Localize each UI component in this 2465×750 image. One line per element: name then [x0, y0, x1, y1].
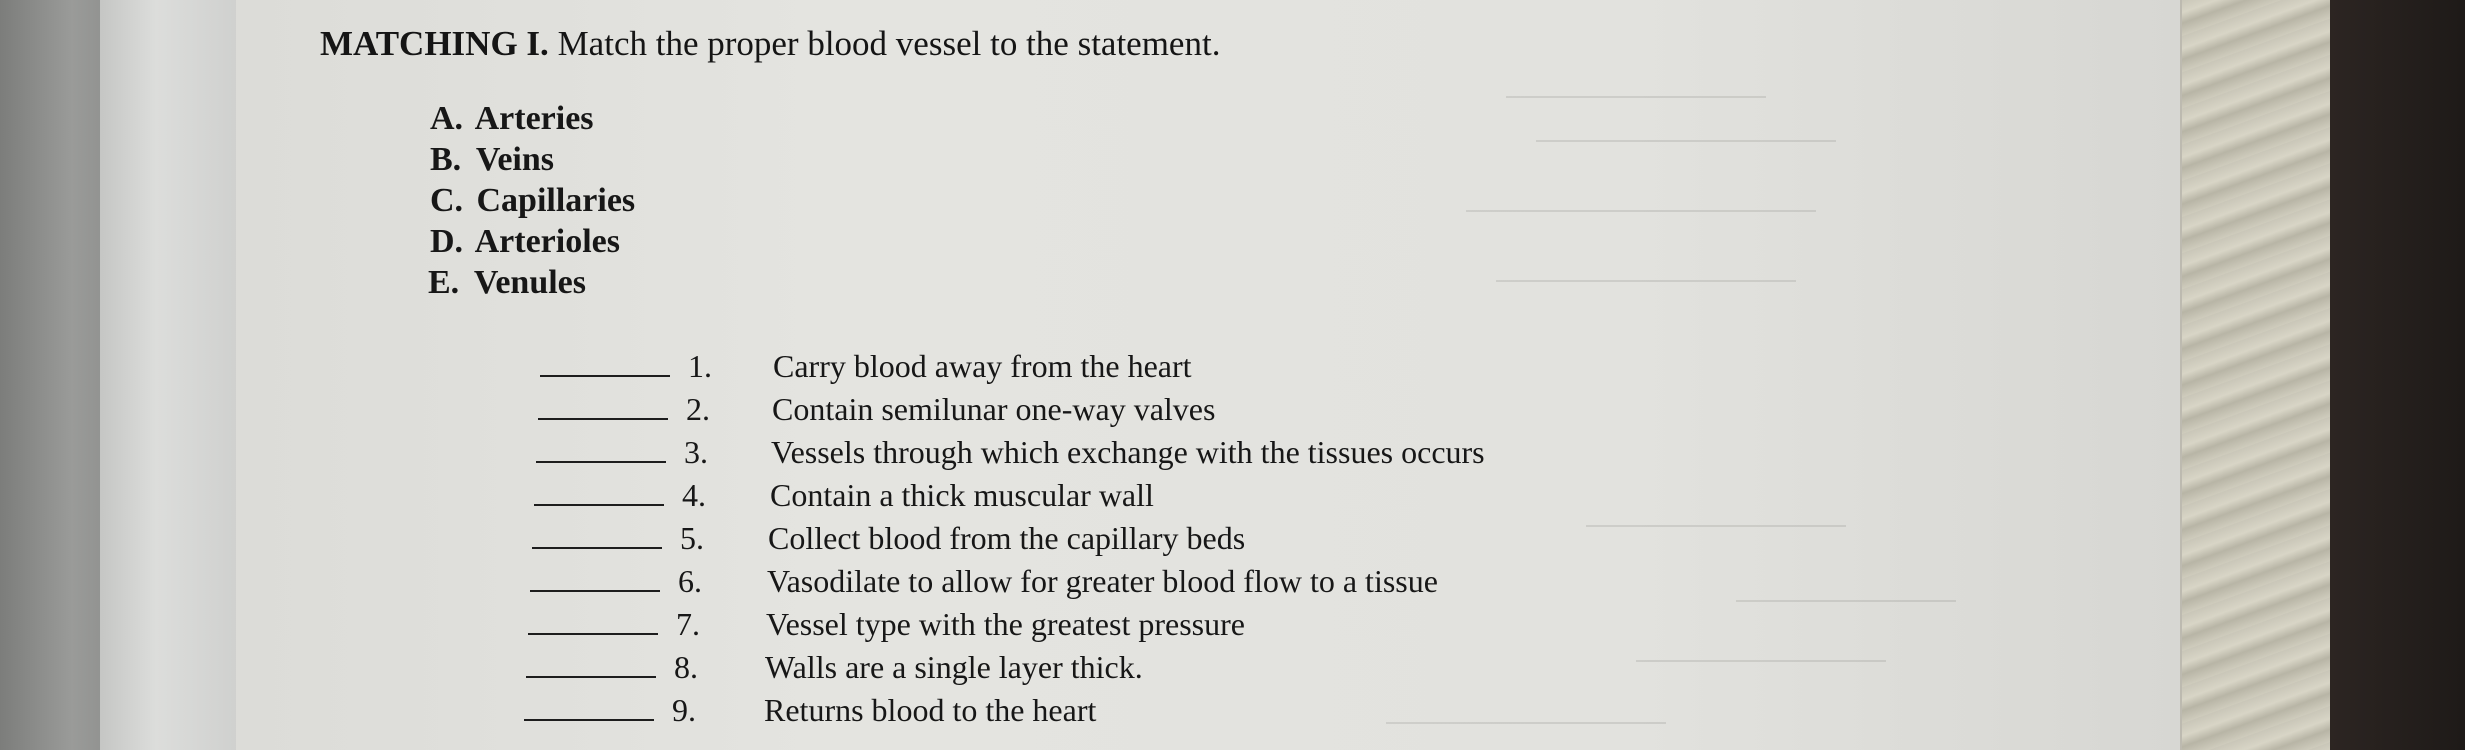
bleed-through-line: [1586, 525, 1846, 527]
question-number: 5.: [680, 520, 704, 556]
option-letter: D.: [430, 223, 464, 260]
bleed-through-line: [1536, 140, 1836, 142]
bleed-through-line: [1636, 660, 1886, 662]
question-number: 1.: [688, 348, 712, 384]
answer-blank[interactable]: [528, 633, 658, 635]
option-text: Capillaries: [476, 182, 636, 219]
table-background: [2330, 0, 2465, 750]
question-number: 7.: [676, 606, 700, 642]
question-text: Vasodilate to allow for greater blood flow to a tissue: [767, 563, 1438, 599]
question-text: Contain semilunar one-way valves: [772, 391, 1216, 427]
option-text: Arteries: [474, 100, 594, 137]
option-letter: C.: [430, 182, 464, 219]
question-text: Carry blood away from the heart: [773, 348, 1192, 384]
question-text: Collect blood from the capillary beds: [768, 520, 1246, 556]
answer-blank[interactable]: [536, 461, 666, 463]
question-number: 9.: [672, 692, 696, 728]
option-item: [428, 262, 635, 303]
question-text: Contain a thick muscular wall: [770, 477, 1154, 513]
question-text: Vessels through which exchange with the tissues occurs: [771, 434, 1485, 470]
question-text: Walls are a single layer thick.: [765, 649, 1143, 685]
answer-blank[interactable]: [540, 375, 670, 377]
heading-label: MATCHING I.: [320, 24, 549, 63]
bleed-through-line: [1736, 600, 1956, 602]
adjacent-page-edge: [2180, 0, 2332, 750]
question-text: Vessel type with the greatest pressure: [766, 606, 1245, 642]
question-number: 4.: [682, 477, 706, 513]
question-number: 6.: [678, 563, 702, 599]
question-number: 2.: [686, 391, 710, 427]
option-letter: A.: [430, 100, 464, 137]
question-text: Returns blood to the heart: [764, 692, 1097, 728]
answer-blank[interactable]: [530, 590, 660, 592]
bleed-through-line: [1466, 210, 1816, 212]
option-item: [430, 98, 635, 139]
answer-blank[interactable]: [532, 547, 662, 549]
option-item: [430, 139, 635, 180]
section-heading: [320, 24, 1220, 64]
option-text: Veins: [475, 141, 555, 178]
answer-blank[interactable]: [526, 676, 656, 678]
bleed-through-line: [1496, 280, 1796, 282]
question-number: 8.: [674, 649, 698, 685]
page-stack-edge: [100, 0, 242, 750]
option-text: Venules: [473, 264, 587, 301]
option-text: Arterioles: [474, 223, 620, 260]
option-letter: E.: [428, 264, 460, 301]
answer-blank[interactable]: [534, 504, 664, 506]
bleed-through-line: [1386, 722, 1666, 724]
option-letter: B.: [430, 141, 462, 178]
question-number: 3.: [684, 434, 708, 470]
bleed-through-line: [1506, 96, 1766, 98]
answer-options-list: [430, 98, 635, 303]
option-item: [430, 221, 635, 262]
answer-blank[interactable]: [524, 719, 654, 721]
heading-instruction: Match the proper blood vessel to the statement.: [557, 24, 1221, 63]
answer-blank[interactable]: [538, 418, 668, 420]
option-item: [430, 180, 635, 221]
